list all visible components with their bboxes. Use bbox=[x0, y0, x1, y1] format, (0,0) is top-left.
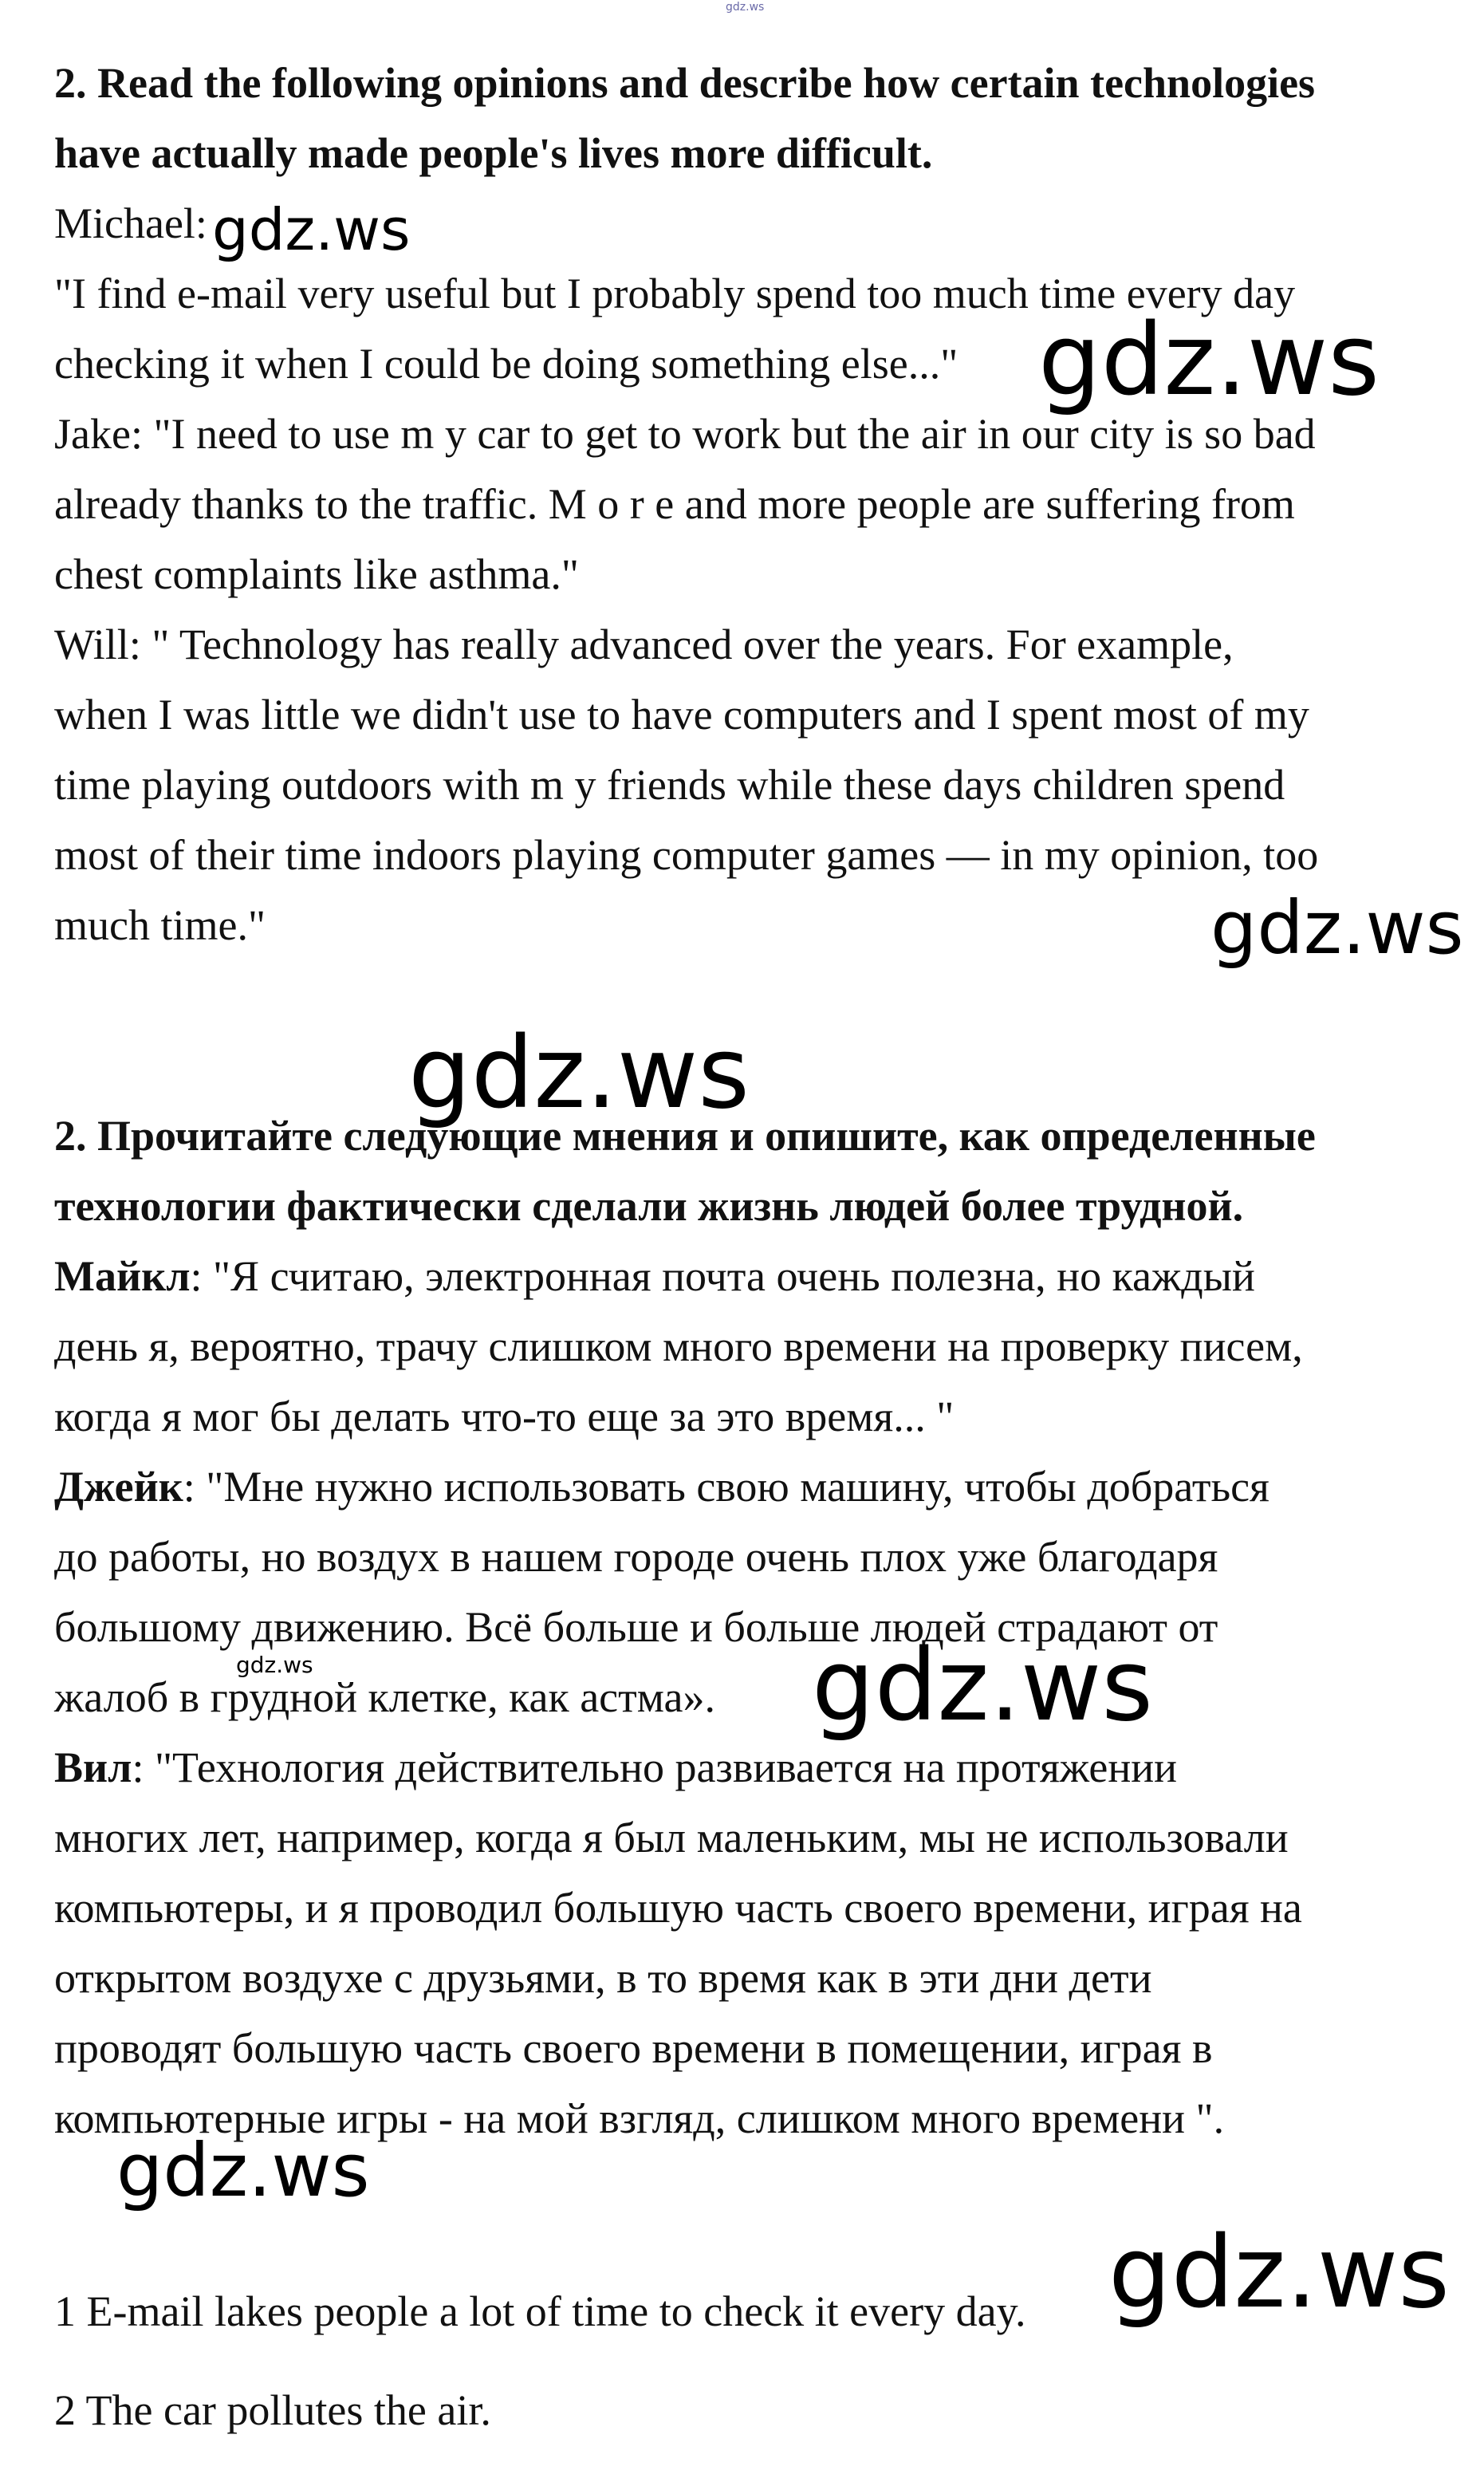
russian-heading-line-1: 2. Прочитайте следующие мнения и опишите, как определенные bbox=[54, 1112, 1316, 1160]
english-line-4: Jake: "I need to use m y car to get to work but the air in our city is so bad bbox=[54, 410, 1316, 458]
english-line-6: chest complaints like asthma." bbox=[54, 550, 579, 598]
russian-will-line-3: компьютеры, и я проводил большую часть своего времени, играя на bbox=[54, 1884, 1302, 1932]
russian-will-line-2: многих лет, например, когда я был маленьким, мы не использовали bbox=[54, 1814, 1289, 1861]
english-line-michael-label: Michael: bbox=[54, 199, 207, 247]
watermark-top: gdz.ws bbox=[726, 1, 765, 14]
watermark-2: gdz.ws bbox=[1038, 303, 1380, 418]
watermark-5: gdz.ws bbox=[236, 1652, 313, 1678]
russian-heading-line-2: технологии фактически сделали жизнь людей более трудной. bbox=[54, 1182, 1244, 1230]
english-line-5: already thanks to the traffic. M o r e and more people are suffering from bbox=[54, 480, 1295, 528]
russian-michael-text: : "Я считаю, электронная почта очень полезна, но каждый bbox=[190, 1252, 1255, 1300]
russian-will-line-6: компьютерные игры - на мой взгляд, слишком много времени ". bbox=[54, 2094, 1225, 2142]
russian-michael-line-1 bbox=[54, 1251, 1255, 1302]
russian-michael-line-3: когда я мог бы делать что-то еще за это время... " bbox=[54, 1393, 955, 1440]
watermark-3: gdz.ws bbox=[1210, 885, 1464, 971]
watermark-6: gdz.ws bbox=[812, 1629, 1153, 1743]
russian-jake-line-1 bbox=[54, 1461, 1269, 1512]
speaker-michael: Майкл bbox=[54, 1252, 191, 1300]
english-line-2: "I find e-mail very useful but I probably spend too much time every day bbox=[54, 270, 1296, 317]
english-line-10: most of their time indoors playing computer games — in my opinion, too bbox=[54, 831, 1319, 879]
russian-will-line-4: открытом воздухе с друзьями, в то время как в эти дни дети bbox=[54, 1954, 1152, 2002]
english-line-7: Will: " Technology has really advanced over the years. For example, bbox=[54, 620, 1234, 668]
answer-1: 1 E-mail lakes people a lot of time to check it every day. bbox=[54, 2287, 1026, 2335]
watermark-4: gdz.ws bbox=[408, 1016, 750, 1131]
english-line-9: time playing outdoors with m y friends while these days children spend bbox=[54, 761, 1285, 809]
answer-2: 2 The car pollutes the air. bbox=[54, 2386, 491, 2434]
russian-jake-line-4: жалоб в грудной клетке, как астма». bbox=[54, 1673, 716, 1721]
watermark-1: gdz.ws bbox=[212, 196, 411, 263]
watermark-7: gdz.ws bbox=[116, 2128, 370, 2213]
russian-jake-line-3: большому движению. Всё больше и больше людей страдают от bbox=[54, 1603, 1218, 1651]
english-heading-line-2: have actually made people's lives more difficult. bbox=[54, 129, 933, 177]
speaker-will: Вил bbox=[54, 1743, 132, 1791]
english-line-11: much time." bbox=[54, 901, 266, 949]
english-line-8: when I was little we didn't use to have computers and I spent most of my bbox=[54, 691, 1309, 739]
russian-will-text: : "Технология действительно развивается на протяжении bbox=[132, 1743, 1178, 1791]
watermark-8: gdz.ws bbox=[1108, 2216, 1450, 2330]
russian-jake-text: : "Мне нужно использовать свою машину, чтобы добраться bbox=[183, 1463, 1269, 1511]
russian-jake-line-2: до работы, но воздух в нашем городе очень плох уже благодаря bbox=[54, 1533, 1218, 1581]
russian-michael-line-2: день я, вероятно, трачу слишком много времени на проверку писем, bbox=[54, 1322, 1303, 1370]
english-heading-line-1: 2. Read the following opinions and describe how certain technologies bbox=[54, 59, 1316, 107]
russian-will-line-1 bbox=[54, 1742, 1177, 1793]
speaker-jake: Джейк bbox=[54, 1463, 183, 1511]
english-line-3: checking it when I could be doing something else..." bbox=[54, 340, 958, 388]
russian-will-line-5: проводят большую часть своего времени в помещении, играя в bbox=[54, 2024, 1213, 2072]
